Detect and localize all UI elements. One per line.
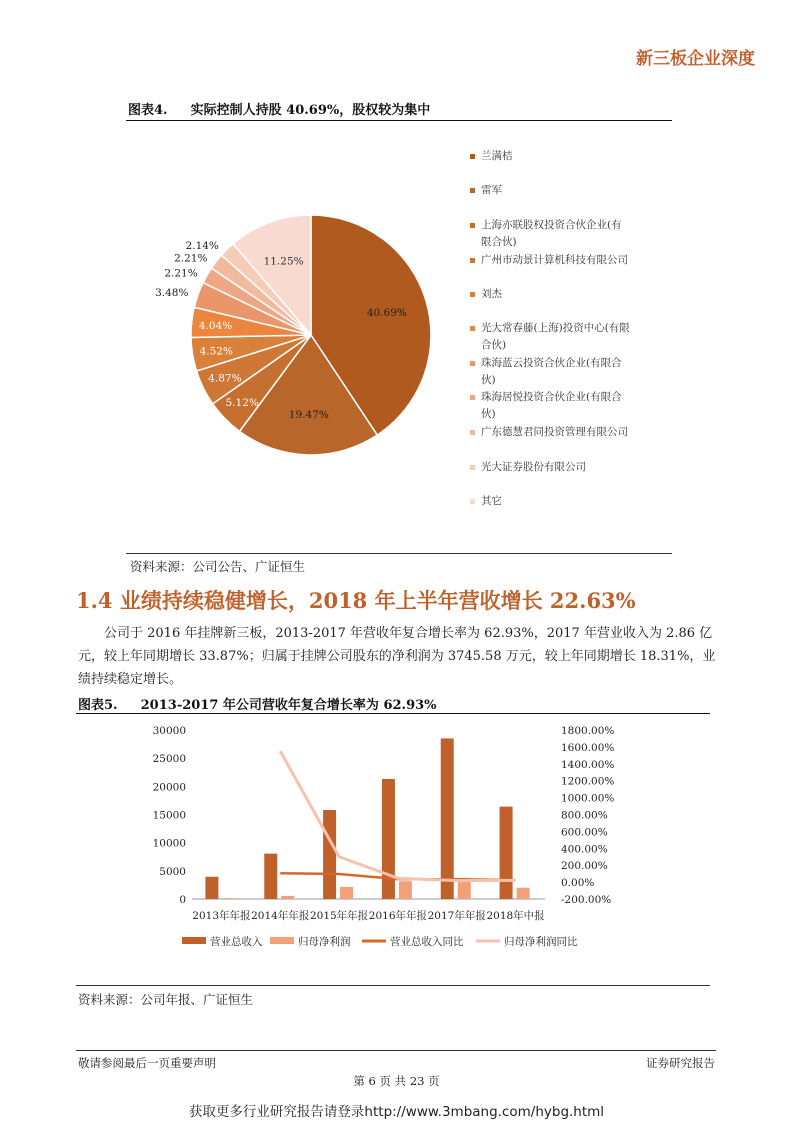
pie-data-label: 11.25% [263, 255, 304, 268]
figure4-source: 资料来源：公司公告、广证恒生 [130, 559, 306, 574]
y-left-tick-label: 10000 [152, 837, 186, 850]
x-tick-label: 2016年年报 [368, 910, 428, 922]
pie-data-label: 4.52% [199, 345, 233, 358]
figure4-bottom-rule [126, 553, 672, 554]
pie-legend-item [470, 459, 630, 476]
pie-data-label: 5.12% [225, 396, 259, 409]
footer-report-type: 证券研究报告 [646, 1056, 715, 1070]
bar-net-profit [340, 887, 353, 899]
legend-swatch-icon [470, 499, 475, 504]
footer-site-link[interactable]: 获取更多行业研究报告请登录http://www.3mbang.com/hybg.html [188, 1104, 605, 1120]
footer-disclaimer: 敬请参阅最后一页重要声明 [78, 1056, 216, 1070]
figure4-title [128, 99, 430, 118]
pie-legend-label: 其它 [481, 495, 502, 507]
figure5-label: 图表5. [78, 698, 118, 713]
legend-swatch-icon [470, 395, 475, 400]
pie-legend-label: 光大常春藤(上海)投资中心(有限合伙) [481, 322, 630, 351]
x-tick-label: 2017年年报 [427, 910, 486, 922]
pie-data-label: 3.48% [155, 287, 189, 300]
y-right-tick-label: 1400.00% [561, 758, 615, 771]
bar-revenue [441, 738, 454, 899]
bar-net-profit [222, 898, 235, 899]
pie-legend-item [470, 252, 630, 269]
figure5-title-text: 2013-2017 年公司营收年复合增长率为 62.93% [140, 698, 437, 713]
x-tick-label: 2014年年报 [251, 910, 310, 922]
x-tick-label: 2013年年报 [192, 910, 251, 922]
legend-swatch-icon [470, 188, 475, 193]
legend-swatch-icon [470, 154, 475, 159]
footer-rule [76, 1050, 716, 1051]
bar-revenue [500, 807, 513, 899]
pie-legend-item [470, 320, 630, 354]
y-left-tick-label: 25000 [152, 753, 186, 766]
x-tick-label: 2018年中报 [486, 910, 545, 922]
pie-legend-item [470, 424, 630, 441]
bar-revenue [264, 854, 277, 899]
y-right-tick-label: 400.00% [561, 843, 608, 856]
combo-legend-label: 归母净利润 [298, 936, 351, 948]
pie-legend-label: 珠海居悦投资合伙企业(有限合伙) [481, 391, 622, 420]
pie-legend-label: 兰满桔 [481, 150, 513, 162]
pie-data-label: 19.47% [288, 409, 329, 422]
figure4-title-text: 实际控制人持股 40.69%，股权较为集中 [190, 103, 431, 118]
legend-swatch-icon [182, 937, 206, 944]
combo-legend-label: 营业总收入同比 [390, 936, 464, 948]
pie-data-label: 4.04% [198, 319, 233, 332]
pie-data-label: 2.21% [164, 267, 198, 280]
y-right-tick-label: 200.00% [561, 860, 608, 873]
bar-revenue [382, 779, 395, 899]
bar-revenue [205, 877, 218, 899]
pie-legend-item [470, 355, 630, 389]
ownership-pie-chart [140, 200, 450, 470]
y-right-tick-label: 800.00% [561, 809, 608, 822]
y-right-tick-label: 1600.00% [561, 741, 615, 754]
pie-data-label: 2.14% [185, 239, 219, 252]
pie-legend-label: 珠海蓝云投资合伙企业(有限合伙) [481, 357, 622, 386]
footer-page-number: 第 6 页 共 23 页 [353, 1074, 440, 1088]
legend-swatch-icon [270, 937, 294, 944]
figure5-bottom-rule [76, 985, 710, 986]
pie-data-label: 40.69% [366, 307, 407, 320]
y-right-tick-label: 1000.00% [561, 792, 615, 805]
y-left-tick-label: 5000 [159, 865, 186, 878]
pie-legend-item [470, 217, 630, 251]
bar-net-profit [399, 881, 412, 899]
y-left-tick-label: 15000 [152, 809, 186, 822]
line-net-profit-yoy [280, 751, 515, 880]
bar-net-profit [281, 896, 294, 899]
pie-legend-item [470, 286, 630, 303]
section-title: 1.4 业绩持续稳健增长，2018 年上半年营收增长 22.63% [76, 588, 636, 613]
pie-legend-label: 光大证券股份有限公司 [481, 461, 586, 473]
legend-swatch-icon [470, 258, 475, 263]
legend-swatch-icon [470, 430, 475, 435]
header-brand: 新三板企业深度 [636, 49, 755, 69]
pie-legend-item [470, 389, 630, 423]
pie-legend-label: 广东德慧君同投资管理有限公司 [481, 426, 628, 438]
legend-swatch-icon [470, 292, 475, 297]
y-right-tick-label: 0.00% [561, 877, 595, 890]
section-paragraph: 公司于 2016 年挂牌新三板，2013-2017 年营收年复合增长率为 62.93%，2017 年营业收入为 2.86 亿元，较上年同期增长 33.87%；归属于挂牌公司股东的净利润为 3745.58 万元，较上年同期增长 18.31%，业绩持续稳定增长。 [78, 626, 716, 687]
y-left-tick-label: 0 [179, 894, 186, 906]
pie-legend-label: 上海亦联股权投资合伙企业(有限合伙) [481, 219, 622, 248]
y-right-tick-label: 600.00% [561, 826, 608, 839]
pie-legend-item [470, 182, 630, 199]
pie-legend-label: 广州市动景计算机科技有限公司 [481, 254, 628, 266]
figure4-top-rule [126, 120, 672, 121]
figure4-label: 图表4. [128, 103, 168, 118]
pie-data-label: 4.87% [208, 372, 242, 385]
bar-net-profit [517, 888, 530, 899]
y-left-tick-label: 20000 [152, 781, 186, 794]
y-left-tick-label: 30000 [152, 725, 186, 737]
legend-swatch-icon [470, 223, 475, 228]
pie-legend-label: 雷军 [481, 184, 502, 196]
y-right-tick-label: 1200.00% [561, 775, 615, 788]
legend-swatch-icon [470, 326, 475, 331]
legend-swatch-icon [470, 465, 475, 470]
pie-data-label: 2.21% [174, 252, 208, 265]
bar-revenue [323, 810, 336, 899]
combo-legend-label: 归母净利润同比 [504, 936, 578, 948]
pie-legend-label: 刘杰 [481, 288, 502, 300]
pie-legend-item [470, 493, 630, 510]
revenue-combo-chart [140, 720, 650, 960]
combo-legend-label: 营业总收入 [210, 936, 263, 948]
figure5-title [78, 694, 437, 713]
figure5-source: 资料来源：公司年报、广证恒生 [78, 992, 254, 1007]
y-right-tick-label: -200.00% [561, 894, 612, 906]
figure5-top-rule [76, 713, 710, 714]
pie-legend-item [470, 148, 630, 165]
legend-swatch-icon [470, 361, 475, 366]
y-right-tick-label: 1800.00% [561, 725, 615, 737]
x-tick-label: 2015年年报 [309, 910, 369, 922]
